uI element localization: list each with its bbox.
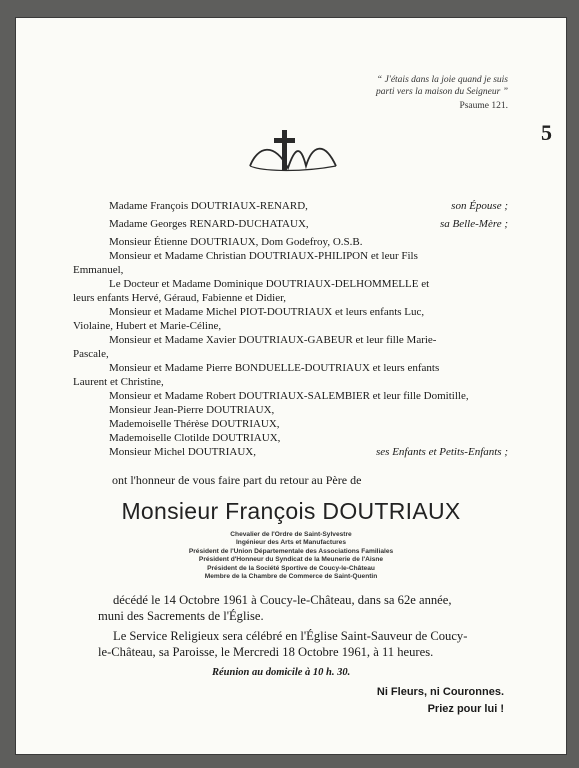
margin-mark: 5 bbox=[541, 120, 552, 145]
epigraph-line-2: parti vers la maison du Seigneur ” bbox=[376, 87, 508, 97]
epigraph-line-1: “ J'étais dans la joie quand je suis bbox=[376, 75, 508, 85]
family-line: Le Docteur et Madame Dominique DOUTRIAUX-DELHOMMELLE et bbox=[109, 278, 430, 290]
closing-line-2: Priez pour lui ! bbox=[427, 703, 504, 715]
family-line: Mademoiselle Thérèse DOUTRIAUX, bbox=[109, 418, 280, 430]
family-line: Laurent et Christine, bbox=[73, 376, 164, 388]
family-line: leurs enfants Hervé, Géraud, Fabienne et Didier, bbox=[73, 292, 287, 304]
closing-line-1: Ni Fleurs, ni Couronnes. bbox=[376, 686, 504, 698]
family-line: Monsieur et Madame Robert DOUTRIAUX-SALEMBIER et leur fille Domitille, bbox=[109, 390, 469, 402]
family-line: Violaine, Hubert et Marie-Céline, bbox=[73, 320, 222, 332]
epigraph-source: Psaume 121. bbox=[459, 101, 508, 111]
title-line: Membre de la Chambre de Commerce de Saint-Quentin bbox=[204, 573, 378, 581]
family-line: Monsieur et Madame Christian DOUTRIAUX-PHILIPON et leur Fils bbox=[109, 250, 418, 262]
title-line: Chevalier de l'Ordre de Saint-Sylvestre bbox=[230, 531, 352, 538]
family-line: Monsieur et Madame Michel PIOT-DOUTRIAUX et leurs enfants Luc, bbox=[109, 306, 425, 318]
family-relation: ses Enfants et Petits-Enfants ; bbox=[376, 446, 508, 458]
family-line: Monsieur Michel DOUTRIAUX, bbox=[109, 446, 256, 458]
family-line: Madame François DOUTRIAUX-RENARD, bbox=[109, 200, 308, 212]
family-line: Monsieur et Madame Xavier DOUTRIAUX-GABEUR et leur fille Marie- bbox=[109, 334, 437, 346]
family-relation: son Épouse ; bbox=[451, 200, 508, 212]
family-line: Madame Georges RENARD-DUCHATAUX, bbox=[109, 218, 309, 230]
title-line: Président d'Honneur du Syndicat de la Meunerie de l'Aisne bbox=[198, 556, 384, 564]
monogram bbox=[244, 128, 344, 176]
family-line: Pascale, bbox=[73, 348, 109, 360]
title-line: Ingénieur des Arts et Manufactures bbox=[235, 539, 347, 547]
deceased-titles bbox=[16, 531, 566, 581]
service-line-2: le-Château, sa Paroisse, le Mercredi 18 Octobre 1961, à 11 heures. bbox=[98, 645, 434, 659]
death-line-2: muni des Sacrements de l'Église. bbox=[98, 609, 264, 623]
notice-card bbox=[16, 18, 566, 754]
title-line: Président de la Société Sportive de Coucy-le-Château bbox=[207, 564, 375, 572]
family-line: Emmanuel, bbox=[73, 264, 124, 276]
cross-monogram-icon bbox=[244, 128, 344, 176]
announcement: ont l'honneur de vous faire part du retour au Père de bbox=[112, 473, 362, 487]
family-line: Monsieur Étienne DOUTRIAUX, Dom Godefroy, O.S.B. bbox=[109, 236, 363, 248]
death-line-1: décédé le 14 Octobre 1961 à Coucy-le-Château, dans sa 62e année, bbox=[113, 593, 452, 607]
deceased-name: Monsieur François DOUTRIAUX bbox=[121, 498, 461, 524]
family-line: Mademoiselle Clotilde DOUTRIAUX, bbox=[109, 432, 281, 444]
family-line: Monsieur et Madame Pierre BONDUELLE-DOUTRIAUX et leurs enfants bbox=[109, 362, 440, 374]
service-line-1: Le Service Religieux sera célébré en l'Église Saint-Sauveur de Coucy- bbox=[113, 629, 468, 643]
title-line: Président de l'Union Départementale des Associations Familiales bbox=[188, 547, 394, 555]
family-line: Monsieur Jean-Pierre DOUTRIAUX, bbox=[109, 404, 275, 416]
family-relation: sa Belle-Mère ; bbox=[439, 218, 508, 230]
reunion-note: Réunion au domicile à 10 h. 30. bbox=[212, 667, 351, 678]
